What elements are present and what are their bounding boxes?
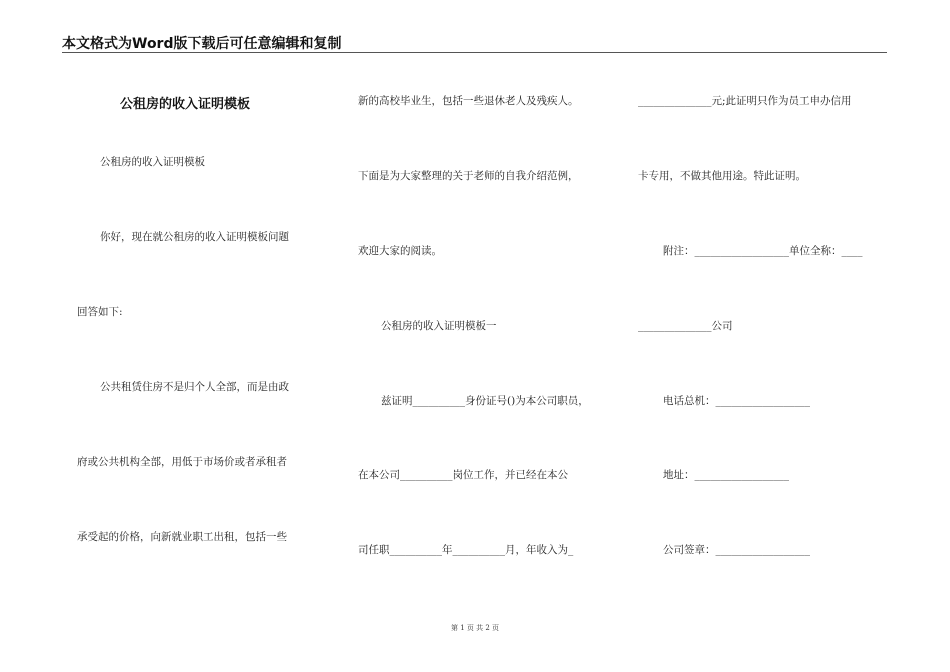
paragraph-line: 欢迎大家的阅读。	[358, 245, 442, 257]
paragraph-line: 卡专用，不做其他用途。特此证明。	[638, 170, 806, 182]
paragraph-line: 公共租赁住房不是归个人全部，而是由政	[100, 381, 289, 393]
header-divider	[62, 52, 887, 53]
paragraph-line: 回答如下:	[77, 306, 123, 318]
paragraph-line: 司任职__________年__________月，年收入为_	[358, 544, 574, 556]
page-number: 第 1 页 共 2 页	[450, 624, 500, 632]
paragraph-line: 兹证明__________身份证号()为本公司职员，	[381, 395, 589, 407]
paragraph-line: 地址：__________________	[663, 469, 789, 481]
paragraph-line: 你好，现在就公租房的收入证明模板问题	[100, 231, 289, 243]
paragraph-line: 电话总机：__________________	[663, 395, 810, 407]
paragraph-line: 府或公共机构全部，用低于市场价或者承租者	[77, 456, 287, 468]
paragraph-line: 公租房的收入证明模板	[100, 156, 205, 168]
paragraph-line: 公司签章：__________________	[663, 544, 810, 556]
paragraph-line: 承受起的价格，向新就业职工出租，包括一些	[77, 531, 287, 543]
paragraph-line: 下面是为大家整理的关于老师的自我介绍范例，	[358, 170, 579, 182]
paragraph-line: 附注：__________________单位全称：____	[663, 245, 863, 257]
document-title: 公租房的收入证明模板	[120, 97, 251, 112]
document-header: 本文格式为Word版下载后可任意编辑和复制	[62, 36, 342, 52]
paragraph-line: ______________公司	[638, 320, 733, 332]
paragraph-line: 新的高校毕业生，包括一些退休老人及残疾人。	[358, 95, 579, 107]
paragraph-line: ______________元;此证明只作为员工申办信用	[638, 95, 852, 107]
paragraph-line: 在本公司__________岗位工作，并已经在本公	[358, 469, 568, 481]
section-heading: 公租房的收入证明模板一	[381, 320, 497, 332]
